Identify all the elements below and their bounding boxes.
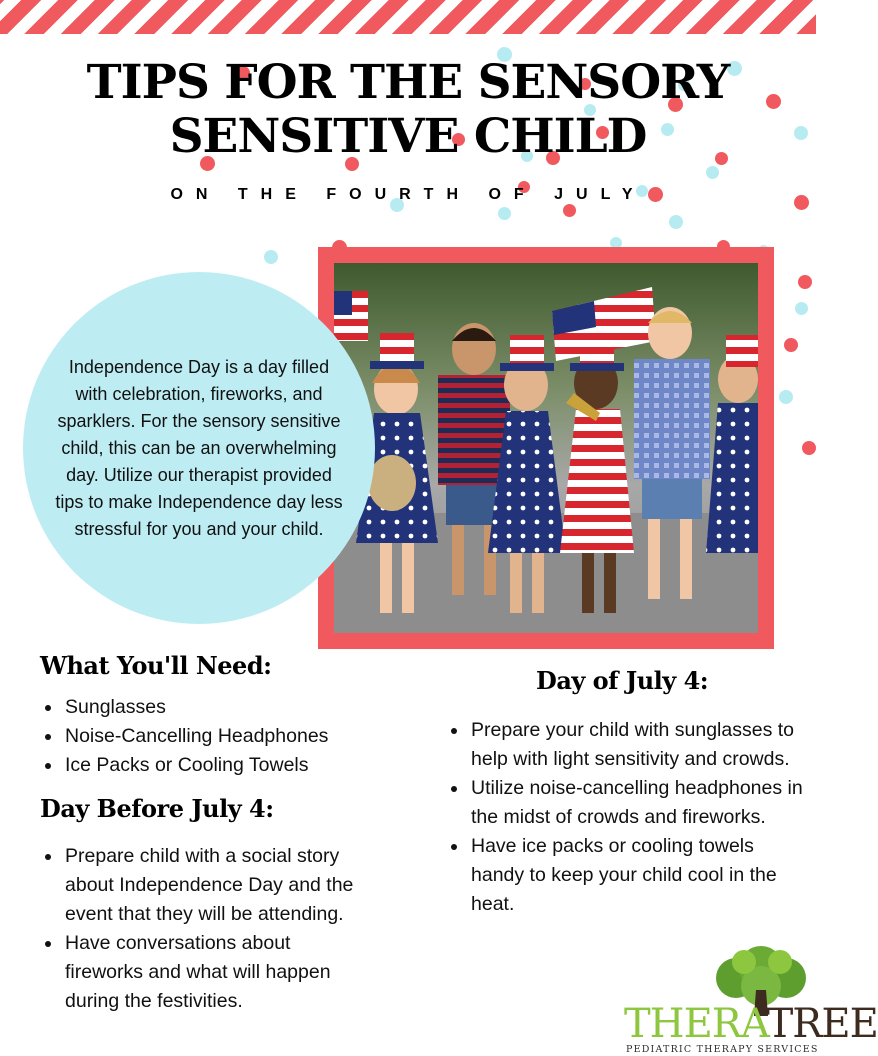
page-subtitle: ON THE FOURTH OF JULY [170,186,646,203]
logo-name-green: THERA [624,1001,767,1047]
title-line-1: TIPS FOR THE SENSORY [86,55,730,110]
list-item: Prepare your child with sunglasses to help with light sensitivity and crowds. [446,716,808,774]
list-item: Have conversations about fireworks and what will happen during the festivities. [40,929,370,1016]
page-title [0,56,816,164]
title-line-2: SENSITIVE CHILD [169,109,647,164]
photo-illustration [334,263,758,633]
logo-tagline: PEDIATRIC THERAPY SERVICES [626,1044,819,1055]
day-before-list [40,842,370,1016]
list-item: Prepare child with a social story about Independence Day and the event that they will be attending. [40,842,370,929]
needs-heading: What You'll Need: [40,651,272,680]
children-parade-photo [334,263,758,633]
logo-wordmark [624,1002,878,1046]
intro-text: Independence Day is a day filled with celebration, fireworks, and sparklers. For the sensory sensitive child, this can be an overwhelming day. Utilize our therapist provided tips to make Independence day less stressful for you and your child. [55,356,343,539]
striped-top-border [0,0,816,34]
list-item: Ice Packs or Cooling Towels [40,751,380,780]
theratree-logo [624,950,878,1056]
day-before-heading: Day Before July 4: [40,794,274,823]
day-of-list [446,716,808,919]
day-of-heading: Day of July 4: [536,666,709,695]
photo-frame [318,247,774,649]
logo-name-dark: TREE [766,1001,878,1047]
list-item: Have ice packs or cooling towels handy to keep your child cool in the heat. [446,832,808,919]
needs-list [40,693,380,780]
intro-circle [23,272,375,624]
list-item: Noise-Cancelling Headphones [40,722,380,751]
list-item: Sunglasses [40,693,380,722]
list-item: Utilize noise-cancelling headphones in the midst of crowds and fireworks. [446,774,808,832]
